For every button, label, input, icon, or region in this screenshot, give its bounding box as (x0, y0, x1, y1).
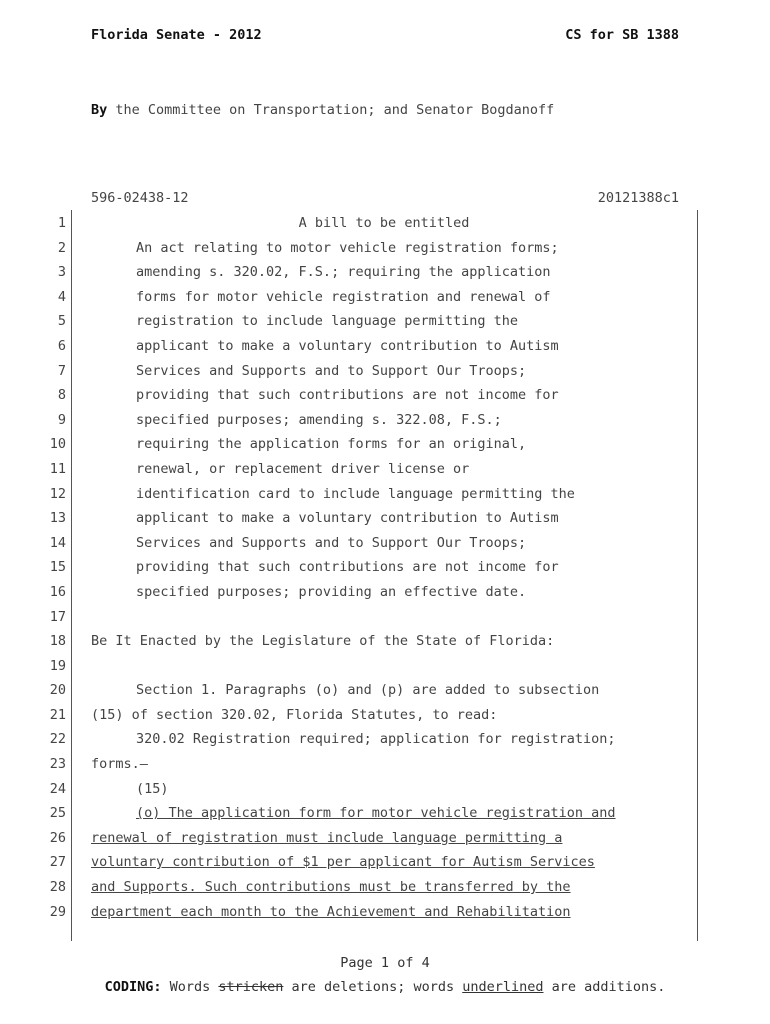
bill-line (0, 752, 770, 777)
bill-line (0, 727, 770, 752)
line-text: (15) (136, 780, 169, 797)
bill-line (0, 629, 770, 654)
line-number: 12 (49, 485, 66, 502)
line-text: Services and Supports and to Support Our Troops; (136, 534, 527, 551)
line-number: 20 (49, 682, 66, 699)
line-number: 23 (49, 756, 66, 773)
byline-bold: By (91, 102, 108, 118)
bill-line (0, 580, 770, 605)
line-text: applicant to make a voluntary contribution to Autism (136, 510, 559, 527)
line-number: 5 (57, 313, 66, 330)
line-number: 10 (49, 436, 66, 453)
coding-underlined-example: underlined (462, 979, 544, 995)
line-text: and Supports. Such contributions must be transferred by the (91, 879, 571, 896)
coding-text-2: are deletions; words (283, 979, 463, 995)
line-number: 9 (57, 411, 66, 428)
bill-line (0, 850, 770, 875)
line-text: renewal of registration must include language permitting a (91, 829, 563, 846)
line-number: 16 (49, 583, 66, 600)
line-text: forms for motor vehicle registration and renewal of (136, 288, 551, 305)
line-number: 25 (49, 805, 66, 822)
line-number: 15 (49, 559, 66, 576)
line-text: specified purposes; providing an effective date. (136, 583, 527, 600)
line-text: Be It Enacted by the Legislature of the State of Florida: (91, 633, 555, 650)
line-number: 6 (57, 337, 66, 354)
line-number: 3 (57, 264, 66, 281)
line-text: requiring the application forms for an original, (136, 436, 527, 453)
bill-line (0, 654, 770, 679)
line-number: 8 (57, 387, 66, 404)
coding-text-1: Words (161, 979, 219, 995)
line-number: 11 (49, 460, 66, 477)
header-chamber-year: Florida Senate - 2012 (91, 27, 262, 43)
line-number: 19 (49, 657, 66, 674)
bill-line (0, 555, 770, 580)
line-text: 320.02 Registration required; application for registration; (136, 731, 616, 748)
line-number: 26 (49, 829, 66, 846)
line-number: 28 (49, 879, 66, 896)
coding-text-3: are additions. (543, 979, 666, 995)
line-number: 4 (57, 288, 66, 305)
line-text: (15) of section 320.02, Florida Statutes, to read: (91, 706, 498, 723)
page-indicator: Page 1 of 4 (340, 955, 430, 971)
header-bill-number: CS for SB 1388 (565, 27, 679, 43)
bill-line (0, 482, 770, 507)
bill-line (0, 432, 770, 457)
bill-line (0, 531, 770, 556)
bill-line (0, 211, 770, 236)
bill-code: 20121388c1 (597, 190, 679, 206)
bill-line (0, 777, 770, 802)
line-number: 24 (49, 780, 66, 797)
line-text: renewal, or replacement driver license or (136, 460, 470, 477)
bill-line (0, 309, 770, 334)
bill-line (0, 506, 770, 531)
coding-label: CODING: (104, 979, 162, 995)
line-number: 7 (57, 362, 66, 379)
bill-line (0, 900, 770, 925)
line-text: Services and Supports and to Support Our Troops; (136, 362, 527, 379)
coding-legend (0, 979, 770, 995)
bill-text-lines (0, 211, 770, 924)
bill-line (0, 826, 770, 851)
line-text: identification card to include language permitting the (136, 485, 575, 502)
bill-line (0, 408, 770, 433)
coding-stricken-example: stricken (218, 979, 284, 995)
line-number: 1 (57, 215, 66, 231)
bill-line (0, 605, 770, 630)
line-text: voluntary contribution of $1 per applicant for Autism Services (91, 854, 595, 871)
line-number: 18 (49, 633, 66, 650)
bill-line (0, 383, 770, 408)
line-number: 17 (49, 608, 66, 625)
bill-line (0, 359, 770, 384)
bill-line (0, 334, 770, 359)
line-text: (o) The application form for motor vehicle registration and (136, 805, 616, 822)
bill-line (0, 457, 770, 482)
line-number: 13 (49, 510, 66, 527)
line-text: specified purposes; amending s. 322.08, F.S.; (136, 411, 502, 428)
line-text: department each month to the Achievement and Rehabilitation (91, 903, 571, 920)
line-text: forms.— (91, 756, 148, 773)
bill-line (0, 260, 770, 285)
line-number: 14 (49, 534, 66, 551)
line-number: 29 (49, 903, 66, 920)
bill-line (0, 875, 770, 900)
line-number: 21 (49, 706, 66, 723)
line-text: amending s. 320.02, F.S.; requiring the application (136, 264, 551, 281)
line-text: providing that such contributions are not income for (136, 559, 559, 576)
line-text: A bill to be entitled (298, 215, 470, 231)
line-text: An act relating to motor vehicle registration forms; (136, 239, 559, 256)
line-text: applicant to make a voluntary contribution to Autism (136, 337, 559, 354)
byline (91, 102, 554, 118)
line-text: providing that such contributions are not income for (136, 387, 559, 404)
line-number: 22 (49, 731, 66, 748)
bill-line (0, 678, 770, 703)
bill-line (0, 703, 770, 728)
line-text: registration to include language permitting the (136, 313, 519, 330)
bill-line (0, 285, 770, 310)
bill-line (0, 236, 770, 261)
line-number: 2 (57, 239, 66, 256)
bill-line (0, 801, 770, 826)
line-text: Section 1. Paragraphs (o) and (p) are added to subsection (136, 682, 600, 699)
line-number: 27 (49, 854, 66, 871)
draft-code: 596-02438-12 (91, 190, 189, 206)
byline-sponsors: the Committee on Transportation; and Senator Bogdanoff (107, 102, 555, 118)
